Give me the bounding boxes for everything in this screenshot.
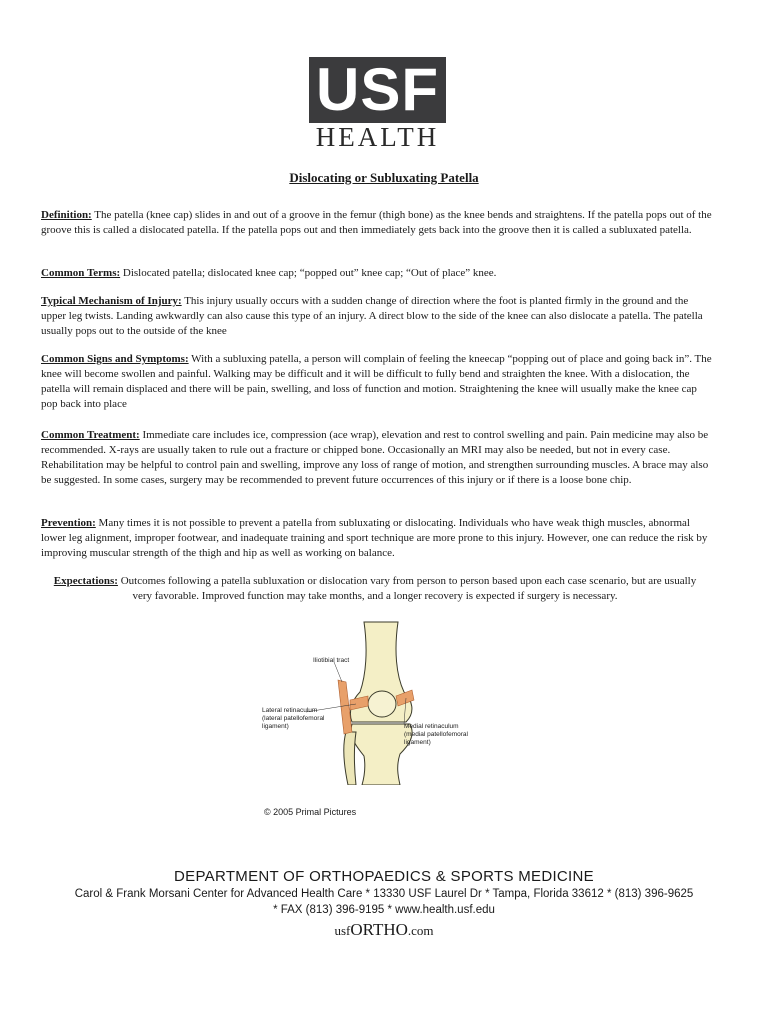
treatment-heading: Common Treatment: [41, 429, 140, 441]
website-main: ORTHO [350, 920, 408, 939]
expectations-section [50, 574, 700, 604]
signs-symptoms-section [41, 352, 713, 412]
department-address: Carol & Frank Morsani Center for Advanced Health Care * 13330 USF Laurel Dr * Tampa, Florida 33612 * (813) 396-9625 [74, 888, 694, 900]
prevention-text: Many times it is not possible to prevent a patella from subluxating or dislocating. Individuals who have weak thigh muscles, abnormal lower leg alignment, improper footwear, and inadequate training and sport technique are more prone to this injury. However, one can reduce the risk by improving muscular strength of the thigh and hip as well as working on balance. [41, 517, 708, 559]
treatment-section [41, 428, 713, 488]
definition-text: The patella (knee cap) slides in and out of a groove in the femur (thigh bone) as the knee bends and straightens. If the patella pops out of the groove this is called a dislocated patella. If the patella pops out and then immediately gets back into the groove then it is called a subluxated patella. [41, 209, 712, 236]
fibula-bone [344, 732, 356, 785]
image-credit: © 2005 Primal Pictures [264, 807, 357, 817]
expectations-heading: Expectations: [53, 575, 118, 587]
expectations-text: Outcomes following a patella subluxation or dislocation vary from person to person based upon each case scenario, but are usually very favorable. Improved function may take months, and a longer recovery is expected if surgery is necessary. [117, 575, 697, 602]
label-medial-retinaculum-1: Medial retinaculum [404, 723, 459, 730]
department-name: DEPARTMENT OF ORTHOPAEDICS & SPORTS MEDICINE [174, 868, 594, 885]
label-medial-retinaculum-2: (medial patellofemoral [404, 731, 468, 738]
label-iliotibial-tract: Iliotibial tract [313, 657, 350, 664]
document-title: Dislocating or Subluxating Patella [289, 170, 479, 185]
label-lateral-retinaculum-3: ligament) [262, 723, 289, 730]
common-terms-section [41, 266, 713, 281]
treatment-text: Immediate care includes ice, compression (ace wrap), elevation and rest to control swelling and pain. Pain medicine may also be recommended. X-rays are usually taken to rule out a fracture or chipped bone. Occasionally an MRI may also be needed, but not in every case. Rehabilitation may be helpful to control pain and swelling, improve any loss of range of motion, and strengthen surrounding muscles. A brace may also be suggested. In some cases, surgery may be recommended to prevent future occurrences of this injury or if there is a loose bone chip. [41, 429, 709, 486]
iliotibial-leader-line [334, 662, 342, 682]
signs-symptoms-heading: Common Signs and Symptoms: [41, 353, 189, 365]
prevention-section [41, 516, 713, 561]
label-lateral-retinaculum-1: Lateral retinaculum [262, 707, 318, 714]
mechanism-section [41, 294, 713, 339]
knee-anatomy-figure [256, 620, 496, 785]
website-suffix: .com [407, 923, 434, 938]
website-prefix: usf [334, 923, 351, 938]
label-medial-retinaculum-3: ligament) [404, 739, 431, 746]
prevention-heading: Prevention: [41, 517, 96, 529]
definition-section [41, 208, 713, 238]
mechanism-text: This injury usually occurs with a sudden change of direction where the foot is planted firmly in the ground and the upper leg twists. Landing awkwardly can also cause this type of an injury. A direct blow to the side of the knee can also dislocate a patella. The patella usually pops out to the outside of the knee [41, 295, 703, 337]
mechanism-heading: Typical Mechanism of Injury: [41, 295, 182, 307]
patella-bone [368, 691, 396, 717]
common-terms-heading: Common Terms: [41, 267, 121, 279]
tibia-bone [351, 724, 412, 785]
department-fax-website: * FAX (813) 396-9195 * www.health.usf.edu [273, 904, 495, 916]
signs-symptoms-text: With a subluxing patella, a person will complain of feeling the kneecap “popping out of place and going back in”. The knee will become swollen and painful. Walking may be difficult and it will be difficult to fully bend and straighten the knee. With a dislocation, the patella will remain displaced and there will be pain, swelling, and loss of function and motion. Straightening the knee will usually make the knee cap pop back into place [41, 353, 712, 410]
usf-ortho-website [0, 920, 768, 940]
usf-logo-text: USF [316, 56, 439, 123]
label-lateral-retinaculum-2: (lateral patellofemoral [262, 715, 325, 722]
definition-heading: Definition: [41, 209, 92, 221]
health-logo-text: HEALTH [315, 122, 440, 152]
common-terms-text: Dislocated patella; dislocated knee cap; “popped out” knee cap; “Out of place” knee. [120, 267, 497, 279]
knee-anatomy-illustration [256, 620, 496, 785]
